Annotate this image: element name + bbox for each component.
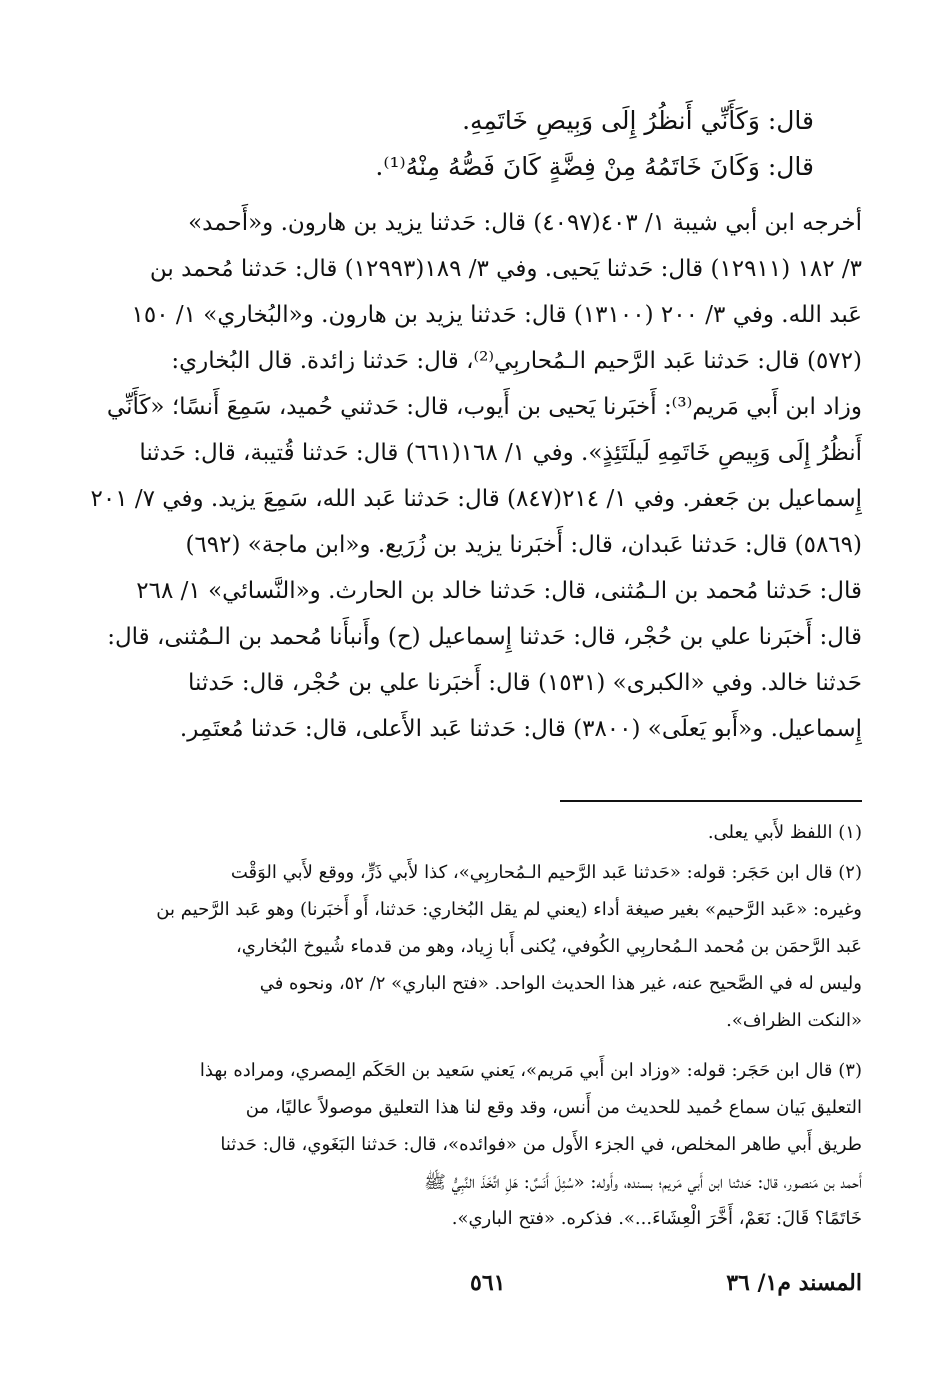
footnote-line: أَحمد بن مَنصور، قال: حَدثنا ابن أَبي مَريم؛ بسنده، وأَوله: «سُئِلَ أَنَسٌ: هَلِ اتَّخَذَ النَّبِيُّ ﷺ — [424, 1172, 862, 1193]
footnote-separator — [560, 800, 862, 802]
footnote-line: طريق أَبي طاهر المخلص، في الجزء الأَول من «فوائده»، قال: حَدثنا البَغَوي، قال: حَدثنا — [220, 1134, 862, 1155]
takhrij-line: وزاد ابن أَبي مَريم⁽³⁾: أَخبَرنا يَحيى بن أَيوب، قال: حَدثني حُميد، سَمِعَ أَنسًا؛ «كَأَنِّي — [106, 394, 862, 420]
takhrij-line: عَبد الله. وفي ٣/ ٢٠٠ (١٣١٠٠) قال: حَدثنا يزيد بن هارون. و«البُخاري» ١/ ١٥٠ — [131, 302, 862, 328]
footnote-line: «النكت الظراف». — [726, 1010, 862, 1031]
quote-line: قال: وَكَأَنِّي أَنظُرُ إِلَى وَبِيصِ خَاتَمِهِ. — [462, 106, 814, 135]
takhrij-line: قال: حَدثنا مُحمد بن الـمُثنى، قال: حَدثنا خالد بن الحارث. و«النَّسائي» ١/ ٢٦٨ — [136, 578, 862, 604]
volume-mark: المسند م١/ ٣٦ — [726, 1270, 862, 1296]
footnote-line: وغيره: «عَبد الرَّحيم» بغير صيغة أداء (يعني لم يقل البُخاري: حَدثنا، أَو أَخبَرنا) وهو عَبد الرَّحيم بن — [156, 899, 862, 920]
page-number: ٥٦١ — [470, 1270, 506, 1296]
takhrij-line: حَدثنا خالد. وفي «الكبرى» (١٥٣١) قال: أَخبَرنا علي بن حُجْر، قال: حَدثنا — [187, 670, 862, 696]
footnote-line: (٣) قال ابن حَجَر: قوله: «وزاد ابن أَبي مَريم»، يَعني سَعيد بن الحَكَم الِمصري، ومراده بهذا — [199, 1060, 862, 1081]
footnote-line: التعليق بَيان سماع حُميد للحديث من أَنس، وقد وقع لنا هذا التعليق موصولاً عاليًا، من — [245, 1097, 862, 1118]
takhrij-line: إِسماعيل بن جَعفر. وفي ١/ ٢١٤(٨٤٧) قال: حَدثنا عَبد الله، سَمِعَ يزيد. وفي ٧/ ٢٠١ — [90, 486, 862, 512]
footnote-line: وليس له في الصَّحيح عنه، غير هذا الحديث الواحد. «فتح الباري» ٢/ ٥٢، ونحوه في — [259, 973, 862, 994]
quote-line: قال: وَكَانَ خَاتَمُهُ مِنْ فِضَّةٍ كَانَ فَصُّهُ مِنْهُ⁽¹⁾. — [375, 152, 814, 181]
takhrij-line: أَنظُرُ إِلَى وَبِيصِ خَاتَمِهِ لَيلَتَئِذٍ». وفي ١/ ١٦٨(٦٦١) قال: حَدثنا قُتيبة، قال: حَدثنا — [139, 440, 862, 466]
footnote-line: (١) اللفظ لأَبي يعلى. — [707, 822, 862, 843]
footnote-line: خَاتَمًا؟ قَالَ: نَعَمْ، أَخَّرَ الْعِشَاءَ...». فذكره. «فتح الباري». — [451, 1208, 862, 1229]
takhrij-line: إِسماعيل. و«أَبو يَعلَى» (٣٨٠٠) قال: حَدثنا عَبد الأَعلى، قال: حَدثنا مُعتَمِر. — [179, 716, 862, 742]
footnote-line: عَبد الرَّحمَن بن مُحمد الـمُحاربِي الكُوفي، يُكنى أَبا زِياد، وهو من قدماء شُيوخ البُخاري، — [235, 936, 862, 957]
takhrij-line: أخرجه ابن أبي شيبة ١/ ٤٠٣(٤٠٩٧) قال: حَدثنا يزيد بن هارون. و«أَحمد» — [188, 210, 862, 236]
takhrij-line: قال: أَخبَرنا علي بن حُجْر، قال: حَدثنا إِسماعيل (ح) وأَنبأَنا مُحمد بن الـمُثنى، قال: — [107, 624, 862, 650]
footnote-line: (٢) قال ابن حَجَر: قوله: «حَدثنا عَبد الرَّحيم الـمُحاربِي»، كذا لأَبي ذَرٍّ، ووقع لأَبي الوَقْت — [230, 862, 862, 883]
takhrij-line: (٥٧٢) قال: حَدثنا عَبد الرَّحيم الـمُحاربِي⁽²⁾، قال: حَدثنا زائدة. قال البُخاري: — [171, 348, 862, 374]
takhrij-line: (٥٨٦٩) قال: حَدثنا عَبدان، قال: أَخبَرنا يزيد بن زُرَيع. و«ابن ماجة» (٦٩٢) — [185, 532, 862, 558]
takhrij-line: ٣/ ١٨٢ (١٢٩١١) قال: حَدثنا يَحيى. وفي ٣/ ١٨٩(١٢٩٩٣) قال: حَدثنا مُحمد بن — [149, 256, 862, 282]
